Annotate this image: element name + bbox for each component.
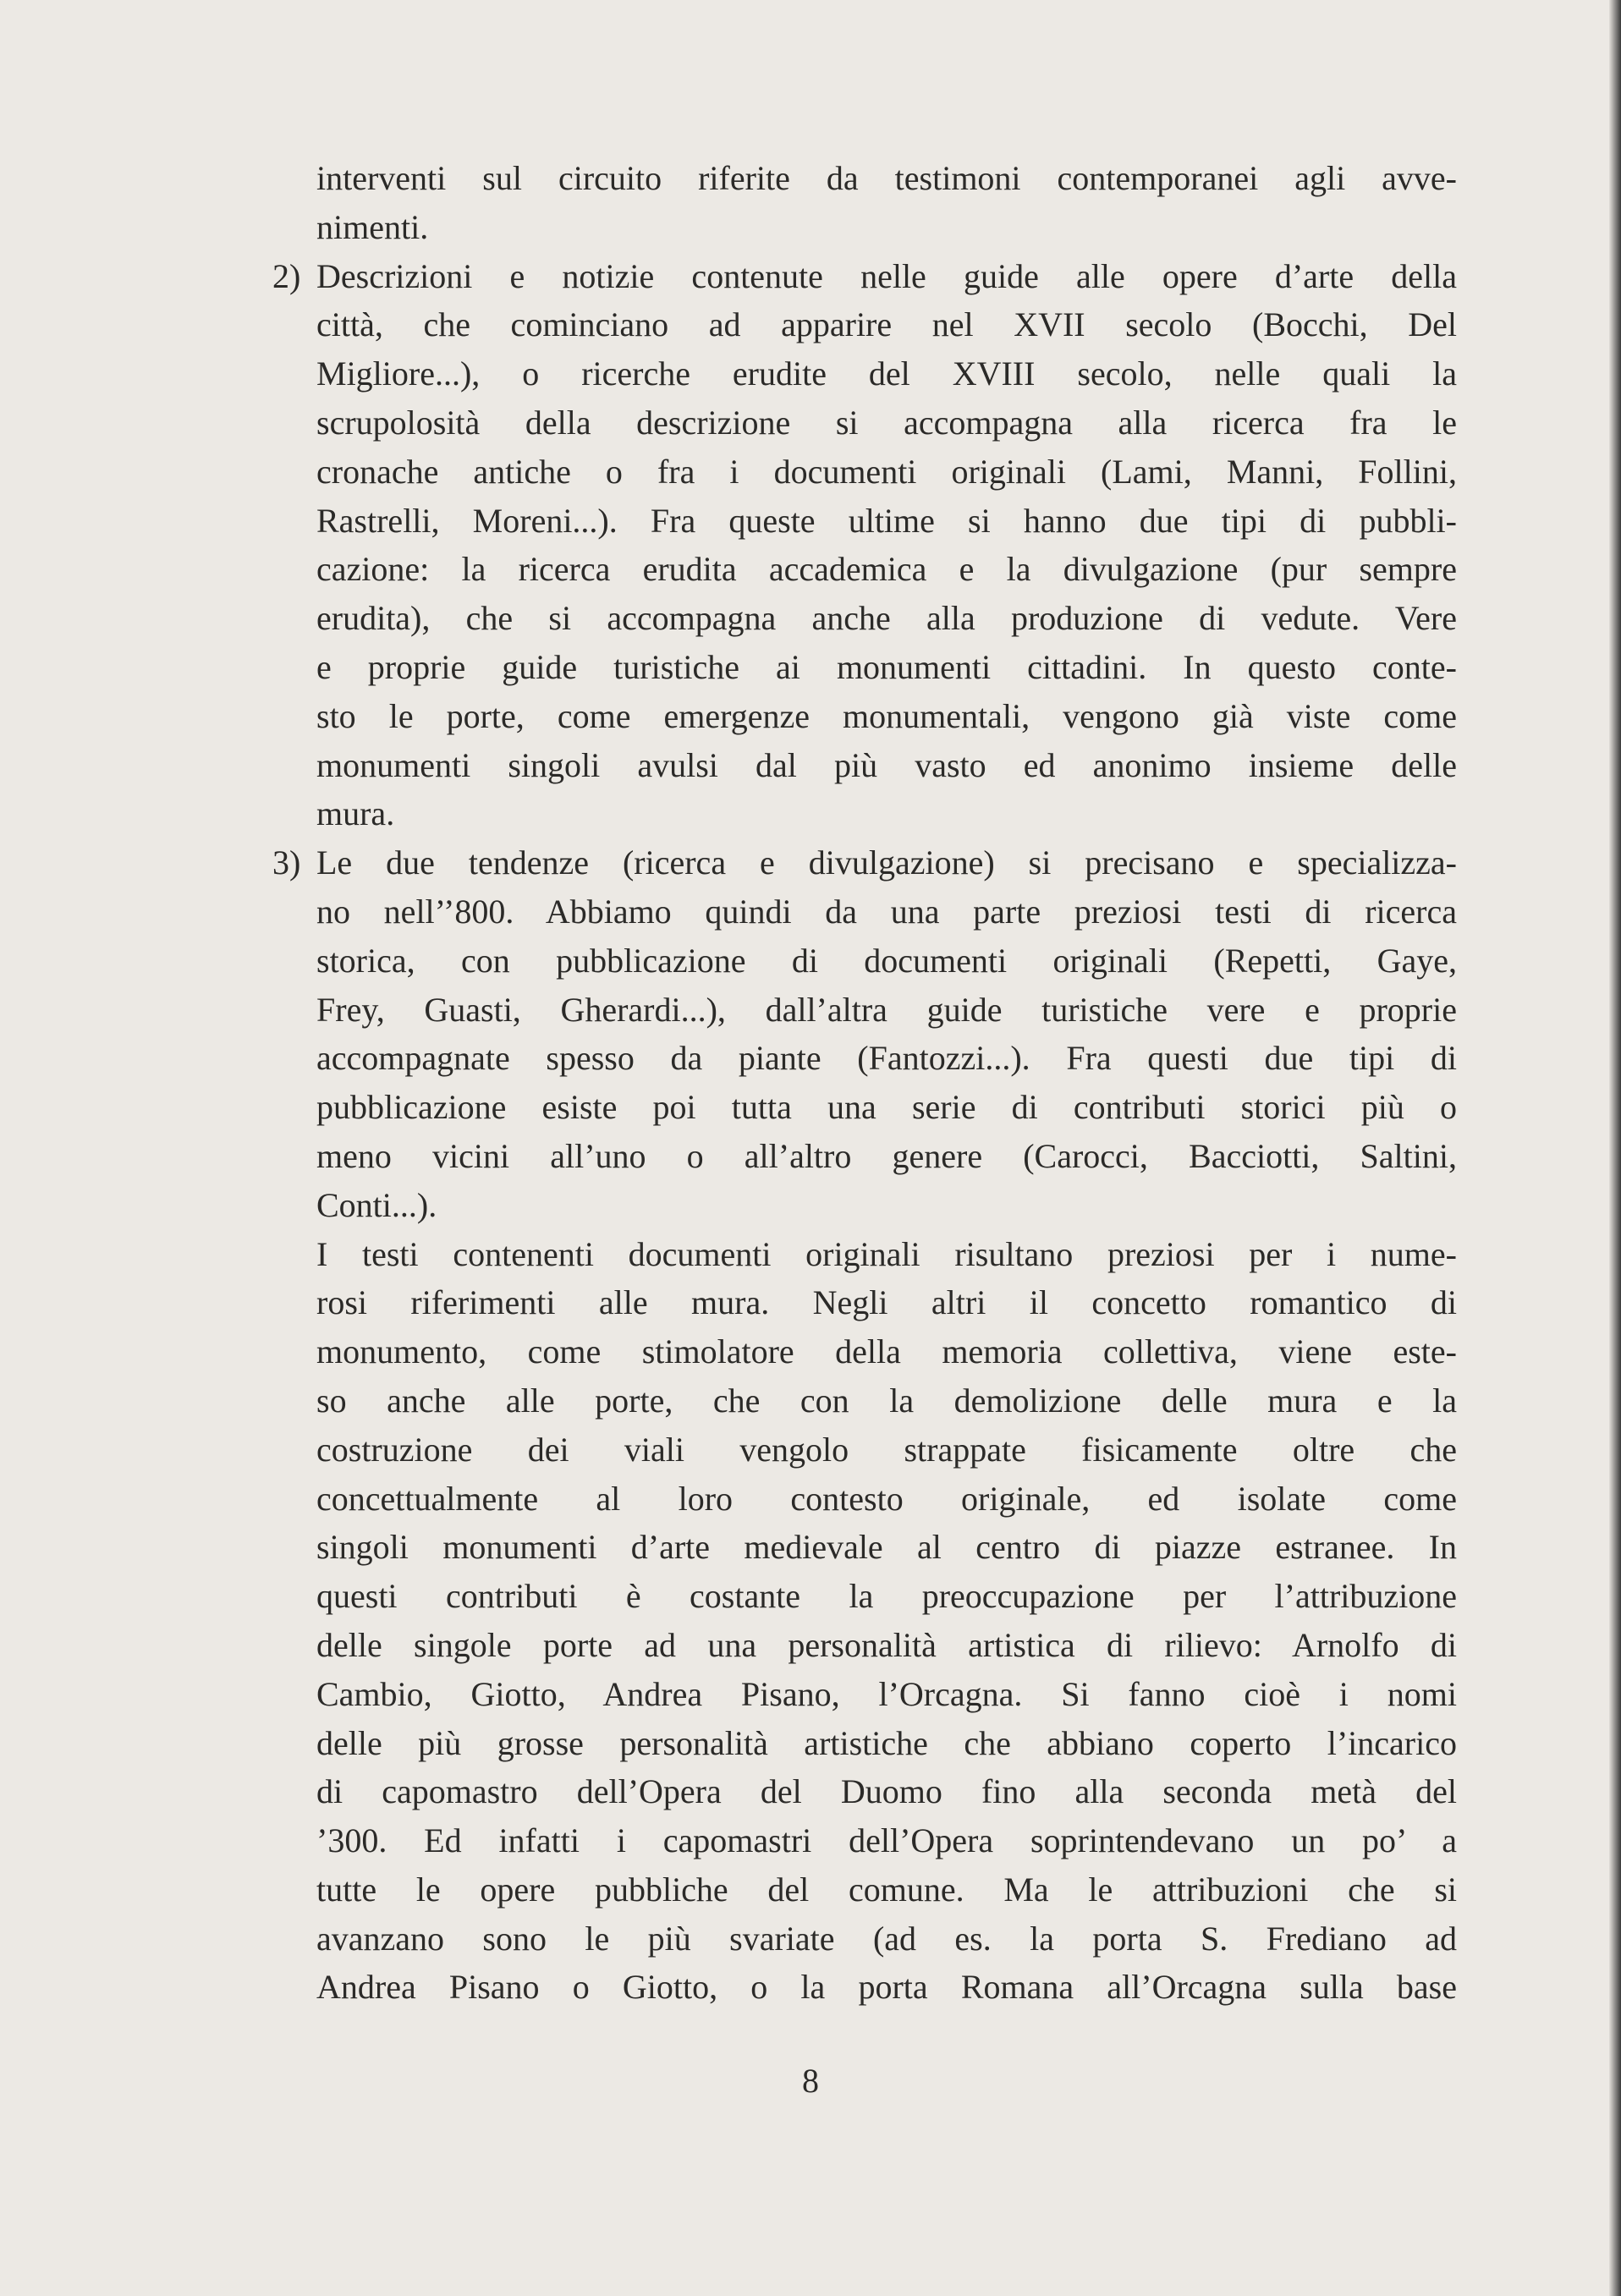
text-line [316,1034,1457,1083]
line-text: Frey, Guasti, Gherardi...), dall’altra guide turistiche vere e proprie [316,990,1457,1029]
text-line [316,1327,1457,1376]
line-text: tutte le opere pubbliche del comune. Ma le attribuzioni che si [316,1870,1457,1909]
text-line [316,1523,1457,1572]
line-text: no nell’’800. Abbiamo quindi da una parte preziosi testi di ricerca [316,892,1457,931]
page-number: 8 [802,2062,819,2100]
line-text: delle singole porte ad una personalità artistica di rilievo: Arnolfo di [316,1625,1457,1664]
text-line [316,594,1457,643]
text-line [316,741,1457,790]
text-line [316,448,1457,497]
text-line [316,545,1457,594]
line-text: rosi riferimenti alle mura. Negli altri il concetto romantico di [316,1283,1457,1322]
text-line [316,1132,1457,1181]
line-text: pubblicazione esiste poi tutta una serie di contributi storici più o [316,1088,1457,1127]
line-text: ’300. Ed infatti i capomastri dell’Opera soprintendevano un po’ a [316,1821,1457,1860]
line-text: sto le porte, come emergenze monumentali, vengono già viste come [316,696,1457,735]
text-line [316,1475,1457,1524]
text-line [316,497,1457,546]
text-line [316,1376,1457,1425]
line-text: Conti...). [316,1185,437,1224]
text-line [272,252,1457,301]
text-line [316,1963,1457,2012]
text-line [316,1767,1457,1816]
body-text [272,154,1457,2012]
line-text: erudita), che si accompagna anche alla produzione di vedute. Vere [316,599,1457,638]
line-text: nimenti. [316,207,429,246]
text-line [316,643,1457,692]
line-text: accompagnate spesso da piante (Fantozzi...). Fra questi due tipi di [316,1039,1457,1078]
line-text: monumento, come stimolatore della memoria collettiva, viene este- [316,1332,1457,1371]
text-line [316,1083,1457,1132]
line-text: cronache antiche o fra i documenti originali (Lami, Manni, Follini, [316,452,1457,491]
line-text: città, che cominciano ad apparire nel XVII secolo (Bocchi, Del [316,305,1457,344]
text-line [316,1719,1457,1768]
text-line [316,1621,1457,1670]
line-text: Le due tendenze (ricerca e divulgazione) si precisano e specializza- [316,843,1457,882]
line-text: questi contributi è costante la preoccupazione per l’attribuzione [316,1577,1457,1616]
text-line [316,789,1457,838]
text-line [316,1572,1457,1621]
text-line [316,349,1457,398]
line-text: costruzione dei viali vengolo strappate fisicamente oltre che [316,1430,1457,1469]
list-number: 3) [272,843,301,882]
line-text: I testi contenenti documenti originali risultano preziosi per i nume- [316,1234,1457,1273]
line-text: Descrizioni e notizie contenute nelle guide alle opere d’arte della [316,256,1457,295]
line-text: meno vicini all’uno o all’altro genere (Carocci, Bacciotti, Saltini, [316,1136,1457,1175]
text-line [316,1865,1457,1914]
text-line [272,838,1457,887]
line-text: Rastrelli, Moreni...). Fra queste ultime si hanno due tipi di pubbli- [316,501,1457,540]
line-text: singoli monumenti d’arte medievale al centro di piazze estranee. In [316,1528,1457,1567]
text-line [316,1181,1457,1230]
text-line [316,692,1457,741]
line-text: so anche alle porte, che con la demolizione delle mura e la [316,1381,1457,1420]
line-text: Migliore...), o ricerche erudite del XVIII secolo, nelle quali la [316,354,1457,393]
text-line [316,937,1457,986]
line-text: concettualmente al loro contesto originale, ed isolate come [316,1479,1457,1518]
line-text: delle più grosse personalità artistiche che abbiano coperto l’incarico [316,1723,1457,1762]
text-line [316,887,1457,937]
line-text: Andrea Pisano o Giotto, o la porta Romana all’Orcagna sulla base [316,1968,1457,2007]
text-line [316,300,1457,349]
text-line [316,986,1457,1035]
text-line [316,1425,1457,1475]
text-line [316,1670,1457,1719]
line-text: Cambio, Giotto, Andrea Pisano, l’Orcagna. Si fanno cioè i nomi [316,1674,1457,1713]
text-line [316,1230,1457,1279]
line-text: monumenti singoli avulsi dal più vasto ed anonimo insieme delle [316,745,1457,784]
text-line [316,398,1457,448]
text-line [316,1914,1457,1964]
text-line [316,203,1457,252]
line-text: interventi sul circuito riferite da testimoni contemporanei agli avve- [316,159,1457,197]
line-text: scrupolosità della descrizione si accompagna alla ricerca fra le [316,403,1457,442]
line-text: storica, con pubblicazione di documenti originali (Repetti, Gaye, [316,941,1457,980]
list-number: 2) [272,256,301,295]
line-text: cazione: la ricerca erudita accademica e la divulgazione (pur sempre [316,550,1457,589]
text-line [316,154,1457,203]
line-text: e proprie guide turistiche ai monumenti cittadini. In questo conte- [316,647,1457,686]
text-line [316,1816,1457,1865]
line-text: mura. [316,794,395,833]
line-text: avanzano sono le più svariate (ad es. la porta S. Frediano ad [316,1919,1457,1958]
line-text: di capomastro dell’Opera del Duomo fino alla seconda metà del [316,1772,1457,1811]
page-edge-shadow [1609,0,1621,2296]
text-line [316,1278,1457,1327]
